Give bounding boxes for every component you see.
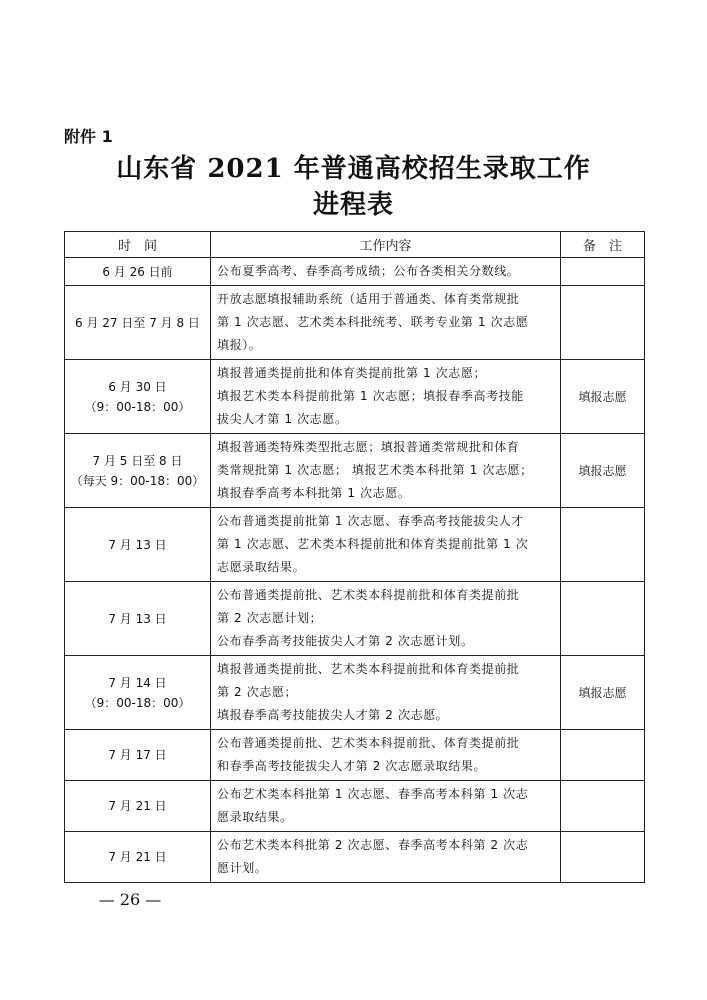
schedule-table — [64, 231, 645, 883]
content-line: 开放志愿填报辅助系统（适用于普通类、体育类常规批 — [217, 292, 520, 306]
row-note — [561, 582, 645, 656]
table-row — [65, 781, 645, 832]
row-time: 6 月 27 日至 7 月 8 日 — [65, 286, 211, 360]
table-row — [65, 730, 645, 781]
row-time: 7 月 21 日 — [65, 781, 211, 832]
row-content — [211, 360, 561, 434]
content-line: 填报普通类提前批、艺术类本科提前批和体育类提前批 — [217, 662, 520, 676]
content-line: 志愿录取结果。 — [217, 560, 306, 574]
content-line: 类常规批第 1 次志愿； 填报艺术类本科批第 1 次志愿； — [217, 463, 533, 477]
content-line: 填报春季高考本科批第 1 次志愿。 — [217, 486, 411, 500]
row-note — [561, 508, 645, 582]
content-line: 填报春季高考技能拔尖人才第 2 次志愿。 — [217, 708, 449, 722]
row-note — [561, 730, 645, 781]
table-header-row — [65, 232, 645, 258]
header-time: 时 间 — [65, 232, 211, 258]
content-line: 填报艺术类本科提前批第 1 次志愿；填报春季高考技能 — [217, 389, 524, 403]
row-note: 填报志愿 — [561, 656, 645, 730]
table-row — [65, 360, 645, 434]
row-note — [561, 258, 645, 286]
content-line: 填报普通类特殊类型批志愿；填报普通类常规批和体育 — [217, 440, 520, 454]
content-line: 第 2 次志愿计划； — [217, 611, 323, 625]
table-row — [65, 258, 645, 286]
table-row — [65, 656, 645, 730]
header-note: 备 注 — [561, 232, 645, 258]
content-line: 第 1 次志愿、艺术类本科批统考、联考专业第 1 次志愿 — [217, 315, 529, 329]
table-row — [65, 832, 645, 883]
content-line: 愿计划。 — [217, 861, 268, 875]
row-content — [211, 508, 561, 582]
header-content: 工作内容 — [211, 232, 561, 258]
content-line: 和春季高考技能拔尖人才第 2 次志愿录取结果。 — [217, 759, 487, 773]
row-time: 7 月 13 日 — [65, 508, 211, 582]
row-content — [211, 832, 561, 883]
annex-label: 附件 1 — [64, 127, 113, 146]
document-title-line1: 山东省 2021 年普通高校招生录取工作 — [116, 154, 591, 184]
row-note: 填报志愿 — [561, 360, 645, 434]
content-line: 公布普通类提前批、艺术类本科提前批和体育类提前批 — [217, 588, 520, 602]
row-content — [211, 434, 561, 508]
row-time: 6 月 30 日 （9：00-18：00） — [65, 360, 211, 434]
content-line: 填报普通类提前批和体育类提前批第 1 次志愿； — [217, 366, 487, 380]
table-row — [65, 508, 645, 582]
row-time: 7 月 21 日 — [65, 832, 211, 883]
content-line: 公布普通类提前批第 1 次志愿、春季高考技能拔尖人才 — [217, 514, 524, 528]
row-content — [211, 781, 561, 832]
content-line: 公布艺术类本科批第 2 次志愿、春季高考本科第 2 次志 — [217, 838, 529, 852]
row-time: 7 月 5 日至 8 日 （每天 9：00-18：00） — [65, 434, 211, 508]
content-line: 公布艺术类本科批第 1 次志愿、春季高考本科第 1 次志 — [217, 787, 529, 801]
row-content — [211, 286, 561, 360]
row-content — [211, 730, 561, 781]
row-note — [561, 781, 645, 832]
table-row — [65, 286, 645, 360]
content-line: 填报）。 — [217, 338, 262, 352]
content-line: 第 2 次志愿； — [217, 685, 298, 699]
page-number: — 26 — — [98, 890, 162, 909]
row-note — [561, 832, 645, 883]
row-time: 6 月 26 日前 — [65, 258, 211, 286]
content-line: 公布夏季高考、春季高考成绩；公布各类相关分数线。 — [217, 264, 520, 278]
document-title-line2: 进程表 — [312, 190, 394, 220]
row-time: 7 月 14 日 （9：00-18：00） — [65, 656, 211, 730]
row-content — [211, 258, 561, 286]
table-row — [65, 434, 645, 508]
content-line: 公布普通类提前批、艺术类本科提前批、体育类提前批 — [217, 736, 520, 750]
content-line: 愿录取结果。 — [217, 810, 293, 824]
row-content — [211, 582, 561, 656]
content-line: 第 1 次志愿、艺术类本科提前批和体育类提前批第 1 次 — [217, 537, 529, 551]
row-time: 7 月 17 日 — [65, 730, 211, 781]
content-line: 拔尖人才第 1 次志愿。 — [217, 412, 348, 426]
row-content — [211, 656, 561, 730]
content-line: 公布春季高考技能拔尖人才第 2 次志愿计划。 — [217, 634, 474, 648]
row-note: 填报志愿 — [561, 434, 645, 508]
row-note — [561, 286, 645, 360]
row-time: 7 月 13 日 — [65, 582, 211, 656]
table-row — [65, 582, 645, 656]
